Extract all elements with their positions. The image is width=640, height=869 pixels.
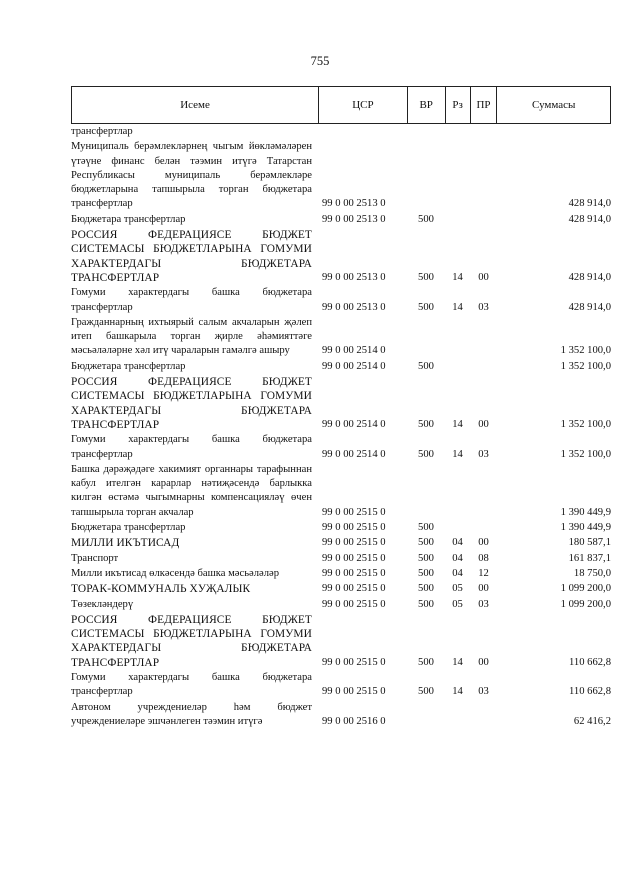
row-pr-code: 00 <box>478 271 489 283</box>
row-csr-code: 99 0 00 2515 0 <box>322 522 386 534</box>
row-vr-code: 500 <box>418 656 434 668</box>
row-csr-code: 99 0 00 2513 0 <box>322 213 386 225</box>
table-row <box>71 581 611 596</box>
row-amount: 180 587,1 <box>568 537 611 549</box>
row-pr-code: 00 <box>478 418 489 430</box>
row-amount: 161 837,1 <box>568 552 611 564</box>
row-vr-code: 500 <box>418 598 434 610</box>
row-name: Гомуми характердагы башка бюджетара трансфертлар <box>71 671 312 698</box>
row-name: Бюджетара трансфертлар <box>71 213 186 225</box>
table-row <box>71 139 611 211</box>
header-name: Исеме <box>180 98 210 111</box>
header-rz: Рз <box>445 87 470 123</box>
row-vr-code: 500 <box>418 583 434 595</box>
row-csr-code: 99 0 00 2514 0 <box>322 360 386 372</box>
row-amount: 1 099 200,0 <box>560 598 611 610</box>
table-row <box>71 124 611 139</box>
row-vr-code: 500 <box>418 522 434 534</box>
table-row <box>71 612 611 670</box>
row-amount: 428 914,0 <box>568 198 611 210</box>
table-row <box>71 700 611 730</box>
row-pr-code: 03 <box>478 686 489 698</box>
table-row <box>71 520 611 535</box>
row-name: Милли икътисад өлкәсендә башка мәсьәләләр <box>71 567 280 579</box>
row-pr-code: 00 <box>478 656 489 668</box>
table-row <box>71 359 611 374</box>
row-vr-code: 500 <box>418 448 434 460</box>
row-rz-code: 14 <box>452 448 463 460</box>
row-vr-code: 500 <box>418 301 434 313</box>
row-vr-code: 500 <box>418 271 434 283</box>
table-row <box>71 285 611 315</box>
row-rz-code: 05 <box>452 583 463 595</box>
row-name: Бюджетара трансфертлар <box>71 360 186 372</box>
budget-table <box>71 86 611 729</box>
row-name: Муниципаль берәмлекләрнең чыгым йөкләмәләрен үтәүне финанс белән тәэмин итүгә Татарстан Республикасы муниципаль берәмлекләре бюджетларына тапшырыла торган бюджетара трансфертлар <box>71 141 312 210</box>
table-row <box>71 432 611 462</box>
table-row <box>71 462 611 520</box>
row-vr-code: 500 <box>418 360 434 372</box>
row-name: Бюджетара трансфертлар <box>71 522 186 534</box>
row-name: Башка дәрәҗәдәге хакимият органнары тарафыннан кабул ителгән карарлар нәтиҗәсендә барлыкка килгән өстәмә чыгымнарны компенсацияләү өчен тапшырыла торган акчалар <box>71 463 312 518</box>
row-name: Төзекләндерү <box>71 598 134 610</box>
table-row <box>71 566 611 581</box>
row-rz-code: 04 <box>452 537 463 549</box>
row-csr-code: 99 0 00 2515 0 <box>322 686 386 698</box>
row-csr-code: 99 0 00 2513 0 <box>322 271 386 283</box>
row-amount: 110 662,8 <box>569 656 611 668</box>
row-amount: 428 914,0 <box>568 271 611 283</box>
table-row <box>71 227 611 285</box>
table-body <box>71 124 611 729</box>
row-name: РОССИЯ ФЕДЕРАЦИЯСЕ БЮДЖЕТ СИСТЕМАСЫ БЮДЖЕТЛАРЫНА ГОМУМИ ХАРАКТЕРДАГЫ БЮДЖЕТАРА ТРАНСФЕРТЛАР <box>71 376 312 431</box>
row-name: ТОРАК-КОММУНАЛЬ ХУҖАЛЫК <box>71 583 251 596</box>
header-csr: ЦСР <box>318 87 407 123</box>
header-sum: Суммасы <box>496 87 610 123</box>
row-rz-code: 14 <box>452 418 463 430</box>
row-rz-code: 05 <box>452 598 463 610</box>
row-name: Гражданнарның ихтыярый салым акчаларын җәлеп итеп башкарыла торган җирле әһәмияттәге мәсьәләләрне хәл итү чараларын гамәлгә ашыру <box>71 316 312 357</box>
row-rz-code: 14 <box>452 301 463 313</box>
row-name: Транспорт <box>71 552 119 564</box>
table-row <box>71 315 611 359</box>
table-row <box>71 374 611 432</box>
row-csr-code: 99 0 00 2516 0 <box>322 715 386 727</box>
row-amount: 1 352 100,0 <box>560 360 611 372</box>
row-pr-code: 03 <box>478 448 489 460</box>
table-row <box>71 670 611 700</box>
page-number: 755 <box>310 54 330 68</box>
row-rz-code: 04 <box>452 552 463 564</box>
row-name: Автоном учреждениеләр һәм бюджет учреждениеләре эшчәнлеген тәэмин итүгә <box>71 701 312 727</box>
row-csr-code: 99 0 00 2515 0 <box>322 583 386 595</box>
row-pr-code: 12 <box>478 567 489 579</box>
table-row <box>71 212 611 227</box>
row-csr-code: 99 0 00 2513 0 <box>322 198 386 210</box>
row-pr-code: 03 <box>478 301 489 313</box>
row-name: МИЛЛИ ИКЪТИСАД <box>71 537 180 550</box>
header-pr: ПР <box>470 87 497 123</box>
row-pr-code: 00 <box>478 537 489 549</box>
row-csr-code: 99 0 00 2515 0 <box>322 567 386 579</box>
row-csr-code: 99 0 00 2514 0 <box>322 418 386 430</box>
row-rz-code: 14 <box>452 271 463 283</box>
table-header <box>71 86 611 124</box>
row-csr-code: 99 0 00 2514 0 <box>322 345 386 357</box>
row-csr-code: 99 0 00 2514 0 <box>322 448 386 460</box>
row-amount: 1 352 100,0 <box>560 448 611 460</box>
row-name: Гомуми характердагы башка бюджетара трансфертлар <box>71 434 312 460</box>
row-pr-code: 00 <box>478 583 489 595</box>
header-vr: ВР <box>407 87 445 123</box>
row-name: РОССИЯ ФЕДЕРАЦИЯСЕ БЮДЖЕТ СИСТЕМАСЫ БЮДЖЕТЛАРЫНА ГОМУМИ ХАРАКТЕРДАГЫ БЮДЖЕТАРА ТРАНСФЕРТЛАР <box>71 229 312 284</box>
row-csr-code: 99 0 00 2515 0 <box>322 656 386 668</box>
row-amount: 18 750,0 <box>573 567 611 579</box>
row-vr-code: 500 <box>418 567 434 579</box>
row-name: трансфертлар <box>71 126 133 137</box>
row-vr-code: 500 <box>418 552 434 564</box>
row-name: Гомуми характердагы башка бюджетара трансфертлар <box>71 287 312 313</box>
row-amount: 62 416,2 <box>573 715 611 727</box>
row-csr-code: 99 0 00 2513 0 <box>322 301 386 313</box>
row-rz-code: 14 <box>452 686 463 698</box>
row-amount: 1 390 449,9 <box>560 506 611 518</box>
row-csr-code: 99 0 00 2515 0 <box>322 598 386 610</box>
row-vr-code: 500 <box>418 418 434 430</box>
row-amount: 110 662,8 <box>569 686 611 698</box>
row-amount: 1 099 200,0 <box>560 583 611 595</box>
row-rz-code: 14 <box>452 656 463 668</box>
table-row <box>71 597 611 612</box>
row-csr-code: 99 0 00 2515 0 <box>322 552 386 564</box>
row-csr-code: 99 0 00 2515 0 <box>322 506 386 518</box>
row-vr-code: 500 <box>418 537 434 549</box>
row-amount: 428 914,0 <box>568 301 611 313</box>
row-vr-code: 500 <box>418 213 434 225</box>
row-vr-code: 500 <box>418 686 434 698</box>
row-amount: 1 352 100,0 <box>560 418 611 430</box>
row-pr-code: 08 <box>478 552 489 564</box>
row-csr-code: 99 0 00 2515 0 <box>322 537 386 549</box>
row-amount: 1 352 100,0 <box>560 345 611 357</box>
row-rz-code: 04 <box>452 567 463 579</box>
row-name: РОССИЯ ФЕДЕРАЦИЯСЕ БЮДЖЕТ СИСТЕМАСЫ БЮДЖЕТЛАРЫНА ГОМУМИ ХАРАКТЕРДАГЫ БЮДЖЕТАРА ТРАНСФЕРТЛАР <box>71 613 312 669</box>
row-amount: 1 390 449,9 <box>560 522 611 534</box>
table-row <box>71 551 611 566</box>
row-pr-code: 03 <box>478 598 489 610</box>
table-row <box>71 535 611 550</box>
row-amount: 428 914,0 <box>568 213 611 225</box>
